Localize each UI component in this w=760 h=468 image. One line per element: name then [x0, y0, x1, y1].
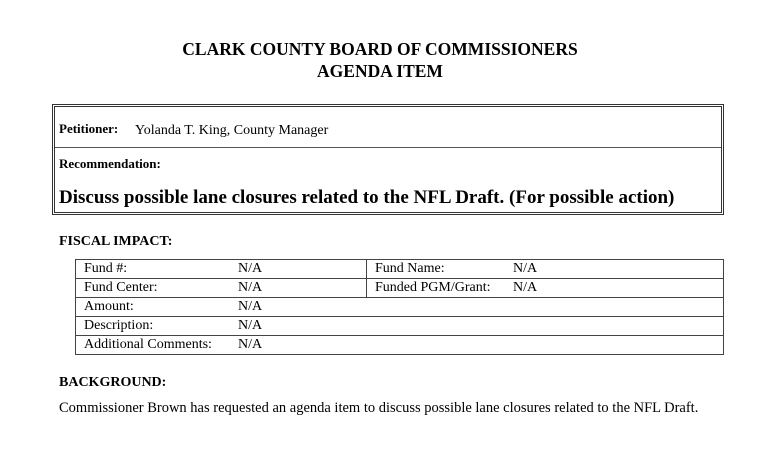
funded-pgm-grant-value: N/A — [505, 279, 724, 298]
amount-label: Amount: — [76, 298, 231, 317]
funded-pgm-grant-label: Funded PGM/Grant: — [367, 279, 506, 298]
fiscal-impact-table — [75, 259, 724, 355]
table-row — [76, 298, 724, 317]
amount-value: N/A — [230, 298, 724, 317]
table-row — [76, 336, 724, 355]
fund-number-value: N/A — [230, 260, 367, 279]
petitioner-label: Petitioner: — [59, 121, 119, 136]
recommendation-label: Recommendation: — [59, 156, 161, 171]
fund-name-label: Fund Name: — [367, 260, 506, 279]
fund-number-label: Fund #: — [76, 260, 231, 279]
document-title: CLARK COUNTY BOARD OF COMMISSIONERS — [182, 39, 578, 59]
additional-comments-label: Additional Comments: — [76, 336, 231, 355]
petitioner-value: Yolanda T. King, County Manager — [135, 123, 329, 138]
fund-name-value: N/A — [505, 260, 724, 279]
description-label: Description: — [76, 317, 231, 336]
recommendation-text: Discuss possible lane closures related to the NFL Draft. (For possible action) — [59, 187, 675, 208]
background-text: Commissioner Brown has requested an agenda item to discuss possible lane closures related to the NFL Draft. — [59, 400, 699, 416]
fiscal-impact-heading: FISCAL IMPACT: — [59, 234, 173, 249]
description-value: N/A — [230, 317, 724, 336]
table-row — [76, 279, 724, 298]
petitioner-row — [55, 107, 721, 148]
petition-box — [52, 104, 724, 215]
table-row — [76, 260, 724, 279]
fund-center-value: N/A — [230, 279, 367, 298]
additional-comments-value: N/A — [230, 336, 724, 355]
table-row — [76, 317, 724, 336]
fund-center-label: Fund Center: — [76, 279, 231, 298]
background-heading: BACKGROUND: — [59, 375, 167, 390]
document-subtitle: AGENDA ITEM — [317, 61, 443, 81]
